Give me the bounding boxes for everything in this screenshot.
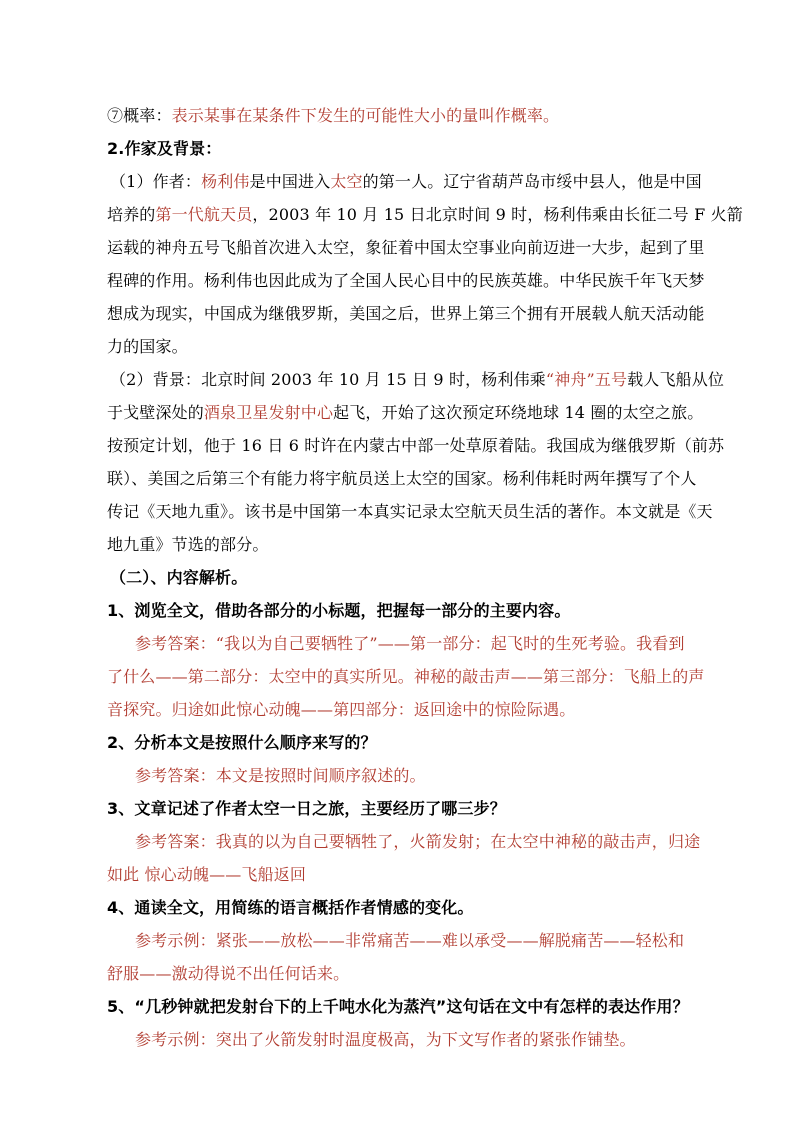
answer-4-line-2: 舒服——激动得说不出任何话来。	[107, 964, 350, 983]
question-1: 1、浏览全文，借助各部分的小标题，把握每一部分的主要内容。	[107, 601, 571, 620]
answer-2: 参考答案：本文是按照时间顺序叙述的。	[135, 766, 426, 785]
highlight-span: “神舟”五号	[545, 370, 628, 389]
text-span: 培养的	[107, 205, 156, 224]
text-line-probability	[107, 106, 559, 126]
question-2: 2、分析本文是按照什么顺序来写的？	[107, 733, 377, 752]
text-line-background-3: 按预定计划，他于 16 日 6 时许在内蒙古中部一处草原着陆。我国成为继俄罗斯（前苏	[107, 436, 725, 455]
text-line-author-5: 想成为现实，中国成为继俄罗斯，美国之后，世界上第三个拥有开展载人航天活动能	[107, 304, 705, 323]
text-line-author-6: 力的国家。	[107, 337, 188, 356]
answer-1-line-3: 音探究。归途如此惊心动魄——第四部分：返回途中的惊险际遇。	[107, 700, 576, 719]
answer-3-line-2: 如此 惊心动魄——飞船返回	[107, 865, 307, 884]
question-5: 5、“几秒钟就把发射台下的上千吨水化为蒸汽”这句话在文中有怎样的表达作用？	[107, 997, 689, 1016]
term-definition: 表示某事在某条件下发生的可能性大小的量叫作概率。	[171, 106, 560, 125]
text-line-background-4: 联）、美国之后第三个有能力将宇航员送上太空的国家。杨利伟耗时两年撰写了个人	[107, 469, 697, 488]
answer-3-line-1: 参考答案：我真的以为自己要牺牲了，火箭发射；在太空中神秘的敲击声，归途	[135, 832, 701, 851]
text-span: 起飞，开始了这次预定环绕地球 14 圈的太空之旅。	[333, 403, 704, 422]
text-line-background-5: 传记《天地九重》。该书是中国第一本真实记录太空航天员生活的著作。本文就是《天	[107, 502, 713, 521]
highlight-span: 杨利伟	[201, 172, 250, 191]
text-span: 于戈壁深处的	[107, 403, 204, 422]
text-span: （2）背景：北京时间 2003 年 10 月 15 日 9 时，杨利伟乘	[110, 370, 546, 389]
text-line-author-3: 运载的神舟五号飞船首次进入太空，象征着中国太空事业向前迈进一大步，起到了里	[107, 238, 705, 257]
answer-5: 参考示例：突出了火箭发射时温度极高，为下文写作者的紧张作铺垫。	[135, 1030, 636, 1049]
text-line-author-1	[110, 172, 702, 192]
text-line-background-6: 地九重》节选的部分。	[107, 535, 269, 554]
answer-1-line-1: 参考答案：“我以为自己要牺牲了”——第一部分：起飞时的生死考验。我看到	[135, 634, 685, 653]
question-3: 3、文章记述了作者太空一日之旅，主要经历了哪三步？	[107, 799, 506, 818]
section-heading-author-background: 2.作家及背景：	[107, 139, 222, 158]
text-line-author-4: 程碑的作用。杨利伟也因此成为了全国人民心目中的民族英雄。中华民族千年飞天梦	[107, 271, 705, 290]
text-span: （1）作者：	[110, 172, 202, 191]
text-line-background-1	[110, 370, 724, 390]
text-line-author-2	[107, 205, 743, 225]
question-4: 4、通读全文，用简练的语言概括作者情感的变化。	[107, 898, 474, 917]
highlight-span: 太空	[330, 172, 363, 191]
section-heading-content-analysis: （二）、内容解析。	[110, 568, 248, 587]
text-span: 载人飞船从位	[627, 370, 725, 389]
answer-4-line-1: 参考示例：紧张——放松——非常痛苦——难以承受——解脱痛苦——轻松和	[135, 931, 685, 950]
term-label: ⑦概率：	[107, 106, 172, 125]
text-span: 的第一人。辽宁省葫芦岛市绥中县人，他是中国	[362, 172, 702, 191]
text-span: 是中国进入	[249, 172, 331, 191]
answer-1-line-2: 了什么——第二部分：太空中的真实所见。神秘的敲击声——第三部分：飞船上的声	[107, 667, 705, 686]
text-span: ，2003 年 10 月 15 日北京时间 9 时，杨利伟乘由长征二号 F 火箭	[252, 205, 743, 224]
highlight-span: 酒泉卫星发射中心	[203, 403, 334, 422]
text-line-background-2	[107, 403, 703, 423]
highlight-span: 第一代航天员	[155, 205, 253, 224]
